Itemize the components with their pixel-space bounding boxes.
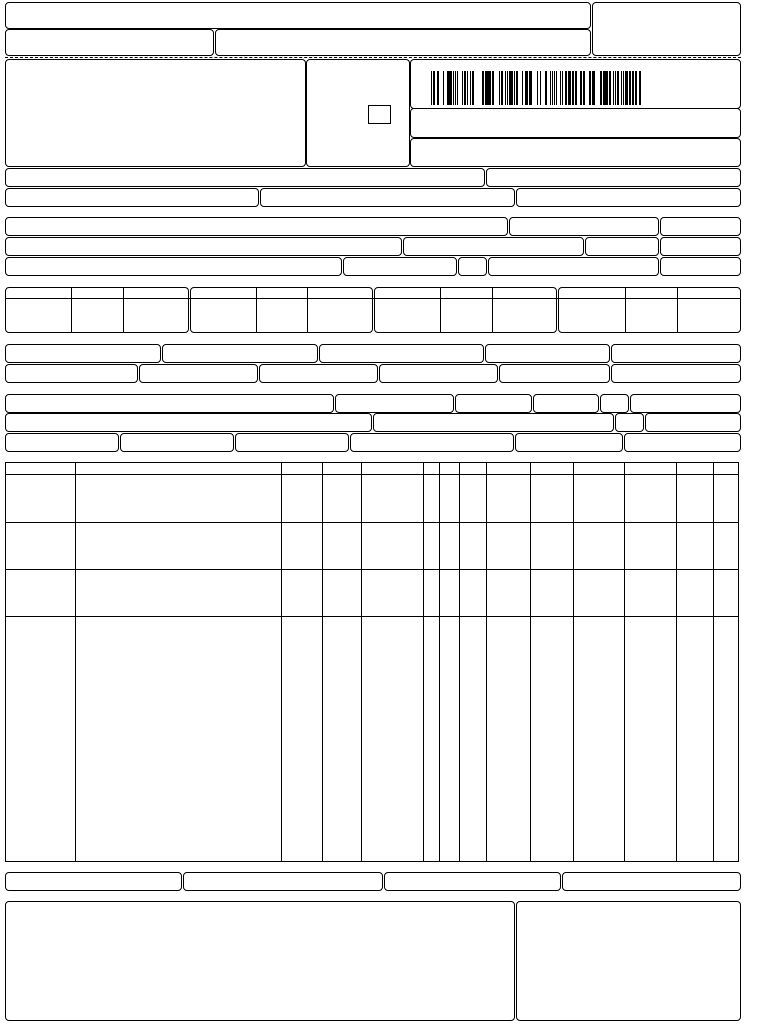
recipient-district-field <box>403 237 584 256</box>
invoice-divider <box>492 287 493 332</box>
invoice-divider <box>677 287 678 332</box>
carrier-cnpj-field <box>630 394 741 413</box>
services-total-field <box>183 872 383 891</box>
document-type-box <box>306 59 410 167</box>
antt-code-field <box>455 394 532 413</box>
products-total-field <box>611 344 741 363</box>
invoice-block-4 <box>558 287 741 333</box>
recipient-address-field <box>5 237 402 256</box>
recipient-uf-field <box>458 257 487 276</box>
municipal-registration-field <box>5 872 182 891</box>
header-right-box <box>592 2 741 56</box>
insurance-value-field <box>139 364 258 383</box>
header-sub-field-2 <box>215 29 591 56</box>
discount-field <box>259 364 378 383</box>
recipient-name-field <box>5 217 508 236</box>
operation-nature-field <box>5 168 485 187</box>
invoice-divider <box>307 287 308 332</box>
other-expenses-field <box>379 364 498 383</box>
recipient-phone-field <box>343 257 457 276</box>
authorization-protocol-field <box>486 168 741 187</box>
invoice-divider <box>123 287 124 332</box>
invoice-block-1 <box>5 287 189 333</box>
invoice-block-3 <box>374 287 557 333</box>
invoice-divider <box>256 287 257 332</box>
icms-st-base-field <box>319 344 484 363</box>
table-row-divider <box>6 522 738 523</box>
header-main-field <box>5 2 591 29</box>
cut-line <box>5 57 741 58</box>
icms-value-field <box>162 344 318 363</box>
exit-time-field <box>660 257 741 276</box>
exit-date-field <box>660 237 741 256</box>
volume-quantity-field <box>5 433 119 452</box>
invoice-divider <box>440 287 441 332</box>
cnpj-field <box>516 188 741 207</box>
protocol-field <box>410 138 741 167</box>
freight-mode-field <box>335 394 454 413</box>
recipient-city-field <box>5 257 342 276</box>
carrier-name-field <box>5 394 334 413</box>
recipient-cnpj-field <box>509 217 659 236</box>
invoice-header-line <box>5 298 741 299</box>
recipient-cep-field <box>585 237 659 256</box>
gross-weight-field <box>515 433 623 452</box>
invoice-divider <box>625 287 626 332</box>
volume-number-field <box>350 433 514 452</box>
freight-value-field <box>5 364 138 383</box>
issuer-box <box>5 59 306 167</box>
carrier-city-field <box>373 413 614 432</box>
vehicle-uf-field <box>600 394 629 413</box>
carrier-ie-field <box>645 413 741 432</box>
table-row-divider <box>6 616 738 617</box>
substitute-registration-field <box>260 188 515 207</box>
icms-base-field <box>5 344 161 363</box>
icms-st-value-field <box>485 344 610 363</box>
access-key-field <box>410 108 741 138</box>
table-header-line <box>6 474 738 475</box>
header-sub-field-1 <box>5 29 214 56</box>
net-weight-field <box>624 433 741 452</box>
volume-brand-field <box>235 433 349 452</box>
invoice-block-2 <box>190 287 373 333</box>
carrier-address-field <box>5 413 372 432</box>
emission-date-field <box>660 217 741 236</box>
additional-info-box <box>5 901 515 1021</box>
entry-exit-checkbox[interactable] <box>368 105 391 124</box>
state-registration-field <box>5 188 259 207</box>
table-row-divider <box>6 569 738 570</box>
carrier-uf-field <box>615 413 644 432</box>
issqn-value-field <box>562 872 741 891</box>
items-table <box>5 462 739 862</box>
recipient-ie-field <box>488 257 659 276</box>
ipi-value-field <box>499 364 610 383</box>
volume-species-field <box>120 433 234 452</box>
fiscal-reserved-box <box>516 901 741 1021</box>
invoice-total-field <box>611 364 741 383</box>
vehicle-plate-field <box>533 394 599 413</box>
invoice-divider <box>71 287 72 332</box>
issqn-base-field <box>384 872 561 891</box>
barcode-icon <box>431 71 643 105</box>
